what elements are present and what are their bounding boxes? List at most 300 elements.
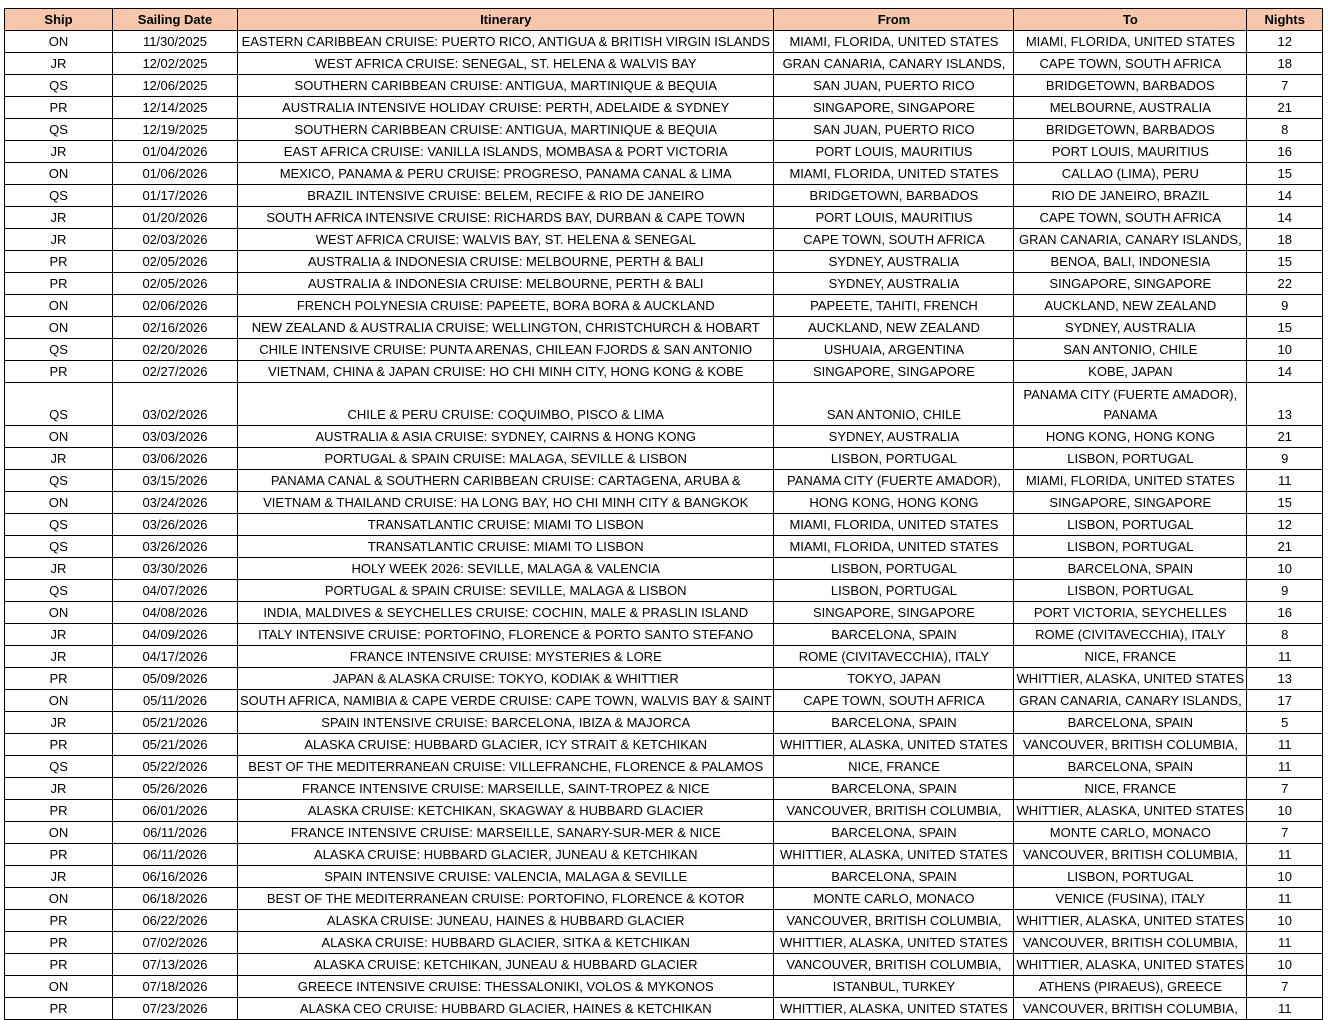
cell-from[interactable]: CAPE TOWN, SOUTH AFRICA	[774, 229, 1014, 251]
cell-from[interactable]: GRAN CANARIA, CANARY ISLANDS,	[774, 53, 1014, 75]
cell-itinerary[interactable]: PORTUGAL & SPAIN CRUISE: SEVILLE, MALAGA & LISBON	[238, 580, 774, 602]
table-row	[5, 668, 1323, 690]
table-row	[5, 361, 1323, 383]
cell-ship[interactable]: ON	[5, 602, 113, 624]
cell-ship[interactable]: PR	[5, 97, 113, 119]
table-row	[5, 646, 1323, 668]
cell-nights[interactable]: 7	[1247, 822, 1323, 844]
cell-ship[interactable]: QS	[5, 470, 113, 492]
cell-nights[interactable]: 10	[1247, 910, 1323, 932]
cell-itinerary[interactable]: TRANSATLANTIC CRUISE: MIAMI TO LISBON	[238, 536, 774, 558]
cell-nights[interactable]: 9	[1247, 580, 1323, 602]
cell-sailing-date[interactable]: 03/15/2026	[113, 470, 238, 492]
cell-sailing-date[interactable]: 11/30/2025	[113, 31, 238, 53]
cell-ship[interactable]: JR	[5, 229, 113, 251]
cell-to[interactable]: LISBON, PORTUGAL	[1014, 580, 1247, 602]
cell-ship[interactable]: JR	[5, 646, 113, 668]
table-row	[5, 800, 1323, 822]
cell-to[interactable]: WHITTIER, ALASKA, UNITED STATES	[1014, 954, 1247, 976]
cell-from[interactable]: BARCELONA, SPAIN	[774, 624, 1014, 646]
cell-nights[interactable]: 13	[1247, 383, 1323, 426]
cell-itinerary[interactable]: ALASKA CRUISE: KETCHIKAN, SKAGWAY & HUBBARD GLACIER	[238, 800, 774, 822]
cell-sailing-date[interactable]: 02/05/2026	[113, 251, 238, 273]
cell-ship[interactable]: ON	[5, 690, 113, 712]
cell-nights[interactable]: 7	[1247, 75, 1323, 97]
cell-sailing-date[interactable]: 03/02/2026	[113, 383, 238, 426]
table-row	[5, 119, 1323, 141]
cell-sailing-date[interactable]: 04/08/2026	[113, 602, 238, 624]
table-row	[5, 141, 1323, 163]
cell-from[interactable]: CAPE TOWN, SOUTH AFRICA	[774, 690, 1014, 712]
cell-itinerary[interactable]: BEST OF THE MEDITERRANEAN CRUISE: VILLEFRANCHE, FLORENCE & PALAMOS	[238, 756, 774, 778]
cell-nights[interactable]: 13	[1247, 668, 1323, 690]
cell-to[interactable]: BARCELONA, SPAIN	[1014, 558, 1247, 580]
cell-itinerary[interactable]: ALASKA CRUISE: HUBBARD GLACIER, JUNEAU & KETCHIKAN	[238, 844, 774, 866]
cell-sailing-date[interactable]: 06/11/2026	[113, 844, 238, 866]
cell-ship[interactable]: ON	[5, 822, 113, 844]
cell-itinerary[interactable]: CHILE & PERU CRUISE: COQUIMBO, PISCO & LIMA	[238, 383, 774, 426]
cell-sailing-date[interactable]: 03/26/2026	[113, 514, 238, 536]
cell-from[interactable]: VANCOUVER, BRITISH COLUMBIA,	[774, 910, 1014, 932]
cell-nights[interactable]: 11	[1247, 998, 1323, 1020]
header-to[interactable]: To	[1014, 9, 1247, 31]
cell-sailing-date[interactable]: 06/11/2026	[113, 822, 238, 844]
table-row	[5, 536, 1323, 558]
cell-from[interactable]: WHITTIER, ALASKA, UNITED STATES	[774, 734, 1014, 756]
cell-nights[interactable]: 18	[1247, 53, 1323, 75]
cell-from[interactable]: SAN JUAN, PUERTO RICO	[774, 75, 1014, 97]
cell-ship[interactable]: QS	[5, 185, 113, 207]
cell-nights[interactable]: 10	[1247, 339, 1323, 361]
cell-sailing-date[interactable]: 05/09/2026	[113, 668, 238, 690]
cell-ship[interactable]: PR	[5, 251, 113, 273]
cell-to[interactable]: CAPE TOWN, SOUTH AFRICA	[1014, 53, 1247, 75]
cell-sailing-date[interactable]: 01/06/2026	[113, 163, 238, 185]
cell-from[interactable]: SINGAPORE, SINGAPORE	[774, 602, 1014, 624]
cell-nights[interactable]: 11	[1247, 470, 1323, 492]
cell-ship[interactable]: PR	[5, 734, 113, 756]
cell-sailing-date[interactable]: 01/17/2026	[113, 185, 238, 207]
cell-ship[interactable]: PR	[5, 668, 113, 690]
cell-nights[interactable]: 11	[1247, 646, 1323, 668]
cell-ship[interactable]: QS	[5, 514, 113, 536]
cell-ship[interactable]: JR	[5, 141, 113, 163]
cell-ship[interactable]: ON	[5, 31, 113, 53]
cell-ship[interactable]: ON	[5, 163, 113, 185]
cell-nights[interactable]: 15	[1247, 163, 1323, 185]
cell-sailing-date[interactable]: 06/01/2026	[113, 800, 238, 822]
cell-nights[interactable]: 14	[1247, 185, 1323, 207]
cell-to[interactable]: CAPE TOWN, SOUTH AFRICA	[1014, 207, 1247, 229]
cell-from[interactable]: AUCKLAND, NEW ZEALAND	[774, 317, 1014, 339]
cell-to[interactable]: RIO DE JANEIRO, BRAZIL	[1014, 185, 1247, 207]
cell-from[interactable]: ROME (CIVITAVECCHIA), ITALY	[774, 646, 1014, 668]
cell-ship[interactable]: ON	[5, 492, 113, 514]
cell-to[interactable]: GRAN CANARIA, CANARY ISLANDS,	[1014, 690, 1247, 712]
cell-ship[interactable]: QS	[5, 383, 113, 426]
cell-from[interactable]: BARCELONA, SPAIN	[774, 712, 1014, 734]
table-row	[5, 976, 1323, 998]
cell-to[interactable]: SINGAPORE, SINGAPORE	[1014, 492, 1247, 514]
cell-to[interactable]: BARCELONA, SPAIN	[1014, 756, 1247, 778]
cell-itinerary[interactable]: TRANSATLANTIC CRUISE: MIAMI TO LISBON	[238, 514, 774, 536]
cell-from[interactable]: SINGAPORE, SINGAPORE	[774, 361, 1014, 383]
cell-itinerary[interactable]: SOUTHERN CARIBBEAN CRUISE: ANTIGUA, MARTINIQUE & BEQUIA	[238, 119, 774, 141]
cell-itinerary[interactable]: SPAIN INTENSIVE CRUISE: BARCELONA, IBIZA & MAJORCA	[238, 712, 774, 734]
cell-sailing-date[interactable]: 01/20/2026	[113, 207, 238, 229]
cell-itinerary[interactable]: CHILE INTENSIVE CRUISE: PUNTA ARENAS, CHILEAN FJORDS & SAN ANTONIO	[238, 339, 774, 361]
cell-sailing-date[interactable]: 03/30/2026	[113, 558, 238, 580]
cell-to[interactable]: MONTE CARLO, MONACO	[1014, 822, 1247, 844]
cell-sailing-date[interactable]: 06/22/2026	[113, 910, 238, 932]
cell-to[interactable]: PORT VICTORIA, SEYCHELLES	[1014, 602, 1247, 624]
cell-sailing-date[interactable]: 12/06/2025	[113, 75, 238, 97]
table-row	[5, 954, 1323, 976]
cell-nights[interactable]: 15	[1247, 492, 1323, 514]
header-row	[5, 9, 1323, 31]
cell-itinerary[interactable]: ALASKA CRUISE: KETCHIKAN, JUNEAU & HUBBARD GLACIER	[238, 954, 774, 976]
cell-to[interactable]: LISBON, PORTUGAL	[1014, 514, 1247, 536]
table-row	[5, 602, 1323, 624]
cell-from[interactable]: ISTANBUL, TURKEY	[774, 976, 1014, 998]
cell-ship[interactable]: JR	[5, 53, 113, 75]
cell-from[interactable]: SAN ANTONIO, CHILE	[774, 383, 1014, 426]
cell-from[interactable]: BARCELONA, SPAIN	[774, 866, 1014, 888]
cell-itinerary[interactable]: WEST AFRICA CRUISE: SENEGAL, ST. HELENA & WALVIS BAY	[238, 53, 774, 75]
cell-itinerary[interactable]: BEST OF THE MEDITERRANEAN CRUISE: PORTOFINO, FLORENCE & KOTOR	[238, 888, 774, 910]
cell-nights[interactable]: 9	[1247, 295, 1323, 317]
cell-sailing-date[interactable]: 04/07/2026	[113, 580, 238, 602]
cell-to[interactable]: LISBON, PORTUGAL	[1014, 866, 1247, 888]
cell-from[interactable]: USHUAIA, ARGENTINA	[774, 339, 1014, 361]
cell-to[interactable]: CALLAO (LIMA), PERU	[1014, 163, 1247, 185]
cell-ship[interactable]: JR	[5, 448, 113, 470]
cell-itinerary[interactable]: JAPAN & ALASKA CRUISE: TOKYO, KODIAK & WHITTIER	[238, 668, 774, 690]
cell-itinerary[interactable]: MEXICO, PANAMA & PERU CRUISE: PROGRESO, PANAMA CANAL & LIMA	[238, 163, 774, 185]
cell-to[interactable]: WHITTIER, ALASKA, UNITED STATES	[1014, 668, 1247, 690]
cell-nights[interactable]: 11	[1247, 756, 1323, 778]
cell-sailing-date[interactable]: 05/22/2026	[113, 756, 238, 778]
cell-to[interactable]: KOBE, JAPAN	[1014, 361, 1247, 383]
cell-ship[interactable]: PR	[5, 844, 113, 866]
cell-nights[interactable]: 11	[1247, 734, 1323, 756]
table-row	[5, 822, 1323, 844]
cell-nights[interactable]: 8	[1247, 119, 1323, 141]
cell-nights[interactable]: 18	[1247, 229, 1323, 251]
cell-sailing-date[interactable]: 07/23/2026	[113, 998, 238, 1020]
cell-sailing-date[interactable]: 12/02/2025	[113, 53, 238, 75]
cell-to[interactable]: VANCOUVER, BRITISH COLUMBIA,	[1014, 998, 1247, 1020]
table-row	[5, 712, 1323, 734]
cell-to[interactable]: SAN ANTONIO, CHILE	[1014, 339, 1247, 361]
cell-itinerary[interactable]: GREECE INTENSIVE CRUISE: THESSALONIKI, VOLOS & MYKONOS	[238, 976, 774, 998]
cell-nights[interactable]: 21	[1247, 97, 1323, 119]
header-from[interactable]: From	[774, 9, 1014, 31]
cell-from[interactable]: PORT LOUIS, MAURITIUS	[774, 207, 1014, 229]
cell-from[interactable]: BARCELONA, SPAIN	[774, 778, 1014, 800]
cell-to[interactable]: BARCELONA, SPAIN	[1014, 712, 1247, 734]
cell-ship[interactable]: QS	[5, 119, 113, 141]
cell-from[interactable]: LISBON, PORTUGAL	[774, 448, 1014, 470]
table-row	[5, 53, 1323, 75]
table-row	[5, 690, 1323, 712]
cell-ship[interactable]: ON	[5, 976, 113, 998]
cell-to[interactable]: LISBON, PORTUGAL	[1014, 448, 1247, 470]
cell-to[interactable]: WHITTIER, ALASKA, UNITED STATES	[1014, 800, 1247, 822]
table-row	[5, 998, 1323, 1020]
cell-itinerary[interactable]: ALASKA CRUISE: HUBBARD GLACIER, ICY STRAIT & KETCHIKAN	[238, 734, 774, 756]
cell-to[interactable]: BENOA, BALI, INDONESIA	[1014, 251, 1247, 273]
cell-from[interactable]: WHITTIER, ALASKA, UNITED STATES	[774, 844, 1014, 866]
table-row	[5, 185, 1323, 207]
cell-to[interactable]: MIAMI, FLORIDA, UNITED STATES	[1014, 470, 1247, 492]
cell-to[interactable]: BRIDGETOWN, BARBADOS	[1014, 75, 1247, 97]
cell-to[interactable]: ATHENS (PIRAEUS), GREECE	[1014, 976, 1247, 998]
cell-nights[interactable]: 11	[1247, 844, 1323, 866]
cell-from[interactable]: PAPEETE, TAHITI, FRENCH	[774, 295, 1014, 317]
table-row	[5, 273, 1323, 295]
table-row	[5, 932, 1323, 954]
cell-nights[interactable]: 10	[1247, 954, 1323, 976]
cell-itinerary[interactable]: EAST AFRICA CRUISE: VANILLA ISLANDS, MOMBASA & PORT VICTORIA	[238, 141, 774, 163]
cell-nights[interactable]: 10	[1247, 866, 1323, 888]
cell-sailing-date[interactable]: 07/13/2026	[113, 954, 238, 976]
cell-from[interactable]: MONTE CARLO, MONACO	[774, 888, 1014, 910]
cell-to[interactable]: MELBOURNE, AUSTRALIA	[1014, 97, 1247, 119]
cell-ship[interactable]: ON	[5, 295, 113, 317]
cell-ship[interactable]: QS	[5, 756, 113, 778]
table-row	[5, 383, 1323, 426]
cell-from[interactable]: MIAMI, FLORIDA, UNITED STATES	[774, 163, 1014, 185]
cell-from[interactable]: LISBON, PORTUGAL	[774, 558, 1014, 580]
cell-itinerary[interactable]: INDIA, MALDIVES & SEYCHELLES CRUISE: COCHIN, MALE & PRASLIN ISLAND	[238, 602, 774, 624]
cell-ship[interactable]: QS	[5, 75, 113, 97]
cell-nights[interactable]: 5	[1247, 712, 1323, 734]
cell-ship[interactable]: JR	[5, 866, 113, 888]
cell-from[interactable]: SINGAPORE, SINGAPORE	[774, 97, 1014, 119]
cell-itinerary[interactable]: AUSTRALIA & ASIA CRUISE: SYDNEY, CAIRNS & HONG KONG	[238, 426, 774, 448]
cell-to[interactable]: PORT LOUIS, MAURITIUS	[1014, 141, 1247, 163]
cell-sailing-date[interactable]: 12/14/2025	[113, 97, 238, 119]
cell-nights[interactable]: 22	[1247, 273, 1323, 295]
cell-nights[interactable]: 14	[1247, 207, 1323, 229]
cell-itinerary[interactable]: WEST AFRICA CRUISE: WALVIS BAY, ST. HELENA & SENEGAL	[238, 229, 774, 251]
cell-itinerary[interactable]: AUSTRALIA & INDONESIA CRUISE: MELBOURNE, PERTH & BALI	[238, 273, 774, 295]
table-row	[5, 339, 1323, 361]
cell-ship[interactable]: PR	[5, 954, 113, 976]
cell-from[interactable]: MIAMI, FLORIDA, UNITED STATES	[774, 536, 1014, 558]
cell-ship[interactable]: PR	[5, 800, 113, 822]
cell-itinerary[interactable]: BRAZIL INTENSIVE CRUISE: BELEM, RECIFE & RIO DE JANEIRO	[238, 185, 774, 207]
cell-ship[interactable]: PR	[5, 273, 113, 295]
cell-sailing-date[interactable]: 02/05/2026	[113, 273, 238, 295]
cell-to[interactable]: VANCOUVER, BRITISH COLUMBIA,	[1014, 734, 1247, 756]
table-row	[5, 251, 1323, 273]
cell-nights[interactable]: 9	[1247, 448, 1323, 470]
cell-nights[interactable]: 8	[1247, 624, 1323, 646]
cell-from[interactable]: BRIDGETOWN, BARBADOS	[774, 185, 1014, 207]
cell-nights[interactable]: 7	[1247, 778, 1323, 800]
cell-sailing-date[interactable]: 06/18/2026	[113, 888, 238, 910]
cell-sailing-date[interactable]: 12/19/2025	[113, 119, 238, 141]
cell-itinerary[interactable]: HOLY WEEK 2026: SEVILLE, MALAGA & VALENCIA	[238, 558, 774, 580]
cell-sailing-date[interactable]: 03/26/2026	[113, 536, 238, 558]
table-row	[5, 756, 1323, 778]
cell-from[interactable]: SYDNEY, AUSTRALIA	[774, 251, 1014, 273]
cell-from[interactable]: WHITTIER, ALASKA, UNITED STATES	[774, 932, 1014, 954]
cell-itinerary[interactable]: FRENCH POLYNESIA CRUISE: PAPEETE, BORA BORA & AUCKLAND	[238, 295, 774, 317]
cell-ship[interactable]: ON	[5, 888, 113, 910]
cell-itinerary[interactable]: SOUTH AFRICA, NAMIBIA & CAPE VERDE CRUISE: CAPE TOWN, WALVIS BAY & SAINT	[238, 690, 774, 712]
cell-sailing-date[interactable]: 03/24/2026	[113, 492, 238, 514]
cell-from[interactable]: SYDNEY, AUSTRALIA	[774, 426, 1014, 448]
cell-ship[interactable]: JR	[5, 712, 113, 734]
cell-sailing-date[interactable]: 04/09/2026	[113, 624, 238, 646]
header-sailing-date[interactable]: Sailing Date	[113, 9, 238, 31]
cell-sailing-date[interactable]: 02/27/2026	[113, 361, 238, 383]
cell-sailing-date[interactable]: 05/11/2026	[113, 690, 238, 712]
cell-ship[interactable]: PR	[5, 910, 113, 932]
cell-to[interactable]: LISBON, PORTUGAL	[1014, 536, 1247, 558]
cell-nights[interactable]: 11	[1247, 932, 1323, 954]
cell-to[interactable]: WHITTIER, ALASKA, UNITED STATES	[1014, 910, 1247, 932]
cell-ship[interactable]: QS	[5, 536, 113, 558]
cell-to[interactable]: BRIDGETOWN, BARBADOS	[1014, 119, 1247, 141]
cell-sailing-date[interactable]: 05/21/2026	[113, 734, 238, 756]
table-row	[5, 163, 1323, 185]
cell-sailing-date[interactable]: 06/16/2026	[113, 866, 238, 888]
cell-ship[interactable]: ON	[5, 317, 113, 339]
cell-itinerary[interactable]: SOUTHERN CARIBBEAN CRUISE: ANTIGUA, MARTINIQUE & BEQUIA	[238, 75, 774, 97]
cell-nights[interactable]: 21	[1247, 426, 1323, 448]
cell-itinerary[interactable]: VIETNAM, CHINA & JAPAN CRUISE: HO CHI MINH CITY, HONG KONG & KOBE	[238, 361, 774, 383]
cell-sailing-date[interactable]: 01/04/2026	[113, 141, 238, 163]
cell-ship[interactable]: ON	[5, 426, 113, 448]
cell-nights[interactable]: 14	[1247, 361, 1323, 383]
cell-itinerary[interactable]: PANAMA CANAL & SOUTHERN CARIBBEAN CRUISE: CARTAGENA, ARUBA &	[238, 470, 774, 492]
cell-ship[interactable]: PR	[5, 998, 113, 1020]
cell-nights[interactable]: 7	[1247, 976, 1323, 998]
cell-itinerary[interactable]: EASTERN CARIBBEAN CRUISE: PUERTO RICO, ANTIGUA & BRITISH VIRGIN ISLANDS	[238, 31, 774, 53]
cell-sailing-date[interactable]: 02/03/2026	[113, 229, 238, 251]
cell-sailing-date[interactable]: 03/06/2026	[113, 448, 238, 470]
cell-from[interactable]: HONG KONG, HONG KONG	[774, 492, 1014, 514]
cell-nights[interactable]: 10	[1247, 558, 1323, 580]
cell-ship[interactable]: JR	[5, 778, 113, 800]
cell-nights[interactable]: 12	[1247, 514, 1323, 536]
cell-from[interactable]: PANAMA CITY (FUERTE AMADOR),	[774, 470, 1014, 492]
cell-nights[interactable]: 15	[1247, 251, 1323, 273]
cell-sailing-date[interactable]: 07/02/2026	[113, 932, 238, 954]
cell-to[interactable]: GRAN CANARIA, CANARY ISLANDS,	[1014, 229, 1247, 251]
cell-sailing-date[interactable]: 02/16/2026	[113, 317, 238, 339]
cell-from[interactable]: NICE, FRANCE	[774, 756, 1014, 778]
cell-to[interactable]: SINGAPORE, SINGAPORE	[1014, 273, 1247, 295]
cell-ship[interactable]: PR	[5, 361, 113, 383]
cell-itinerary[interactable]: FRANCE INTENSIVE CRUISE: MARSEILLE, SAINT-TROPEZ & NICE	[238, 778, 774, 800]
cell-itinerary[interactable]: ITALY INTENSIVE CRUISE: PORTOFINO, FLORENCE & PORTO SANTO STEFANO	[238, 624, 774, 646]
cell-to[interactable]: AUCKLAND, NEW ZEALAND	[1014, 295, 1247, 317]
table-row	[5, 207, 1323, 229]
cell-ship[interactable]: JR	[5, 207, 113, 229]
cell-to[interactable]: SYDNEY, AUSTRALIA	[1014, 317, 1247, 339]
cell-nights[interactable]: 16	[1247, 602, 1323, 624]
cell-itinerary[interactable]: NEW ZEALAND & AUSTRALIA CRUISE: WELLINGTON, CHRISTCHURCH & HOBART	[238, 317, 774, 339]
cell-to[interactable]: VANCOUVER, BRITISH COLUMBIA,	[1014, 844, 1247, 866]
cell-ship[interactable]: JR	[5, 624, 113, 646]
cell-to[interactable]: VENICE (FUSINA), ITALY	[1014, 888, 1247, 910]
cell-sailing-date[interactable]: 02/20/2026	[113, 339, 238, 361]
cell-from[interactable]: LISBON, PORTUGAL	[774, 580, 1014, 602]
cell-to[interactable]: VANCOUVER, BRITISH COLUMBIA,	[1014, 932, 1247, 954]
header-nights[interactable]: Nights	[1247, 9, 1323, 31]
table-row	[5, 229, 1323, 251]
cell-from[interactable]: BARCELONA, SPAIN	[774, 822, 1014, 844]
cell-itinerary[interactable]: FRANCE INTENSIVE CRUISE: MYSTERIES & LORE	[238, 646, 774, 668]
cell-from[interactable]: SAN JUAN, PUERTO RICO	[774, 119, 1014, 141]
header-ship[interactable]: Ship	[5, 9, 113, 31]
cell-itinerary[interactable]: FRANCE INTENSIVE CRUISE: MARSEILLE, SANARY-SUR-MER & NICE	[238, 822, 774, 844]
cell-from[interactable]: MIAMI, FLORIDA, UNITED STATES	[774, 514, 1014, 536]
cell-text: PANAMA CITY (FUERTE AMADOR), PANAMA	[1023, 387, 1238, 422]
cell-to[interactable]: ROME (CIVITAVECCHIA), ITALY	[1014, 624, 1247, 646]
cell-nights[interactable]: 16	[1247, 141, 1323, 163]
cell-sailing-date[interactable]: 02/06/2026	[113, 295, 238, 317]
cell-itinerary[interactable]: ALASKA CRUISE: JUNEAU, HAINES & HUBBARD GLACIER	[238, 910, 774, 932]
cell-ship[interactable]: JR	[5, 558, 113, 580]
table-row	[5, 492, 1323, 514]
cell-from[interactable]: WHITTIER, ALASKA, UNITED STATES	[774, 998, 1014, 1020]
cell-itinerary[interactable]: SPAIN INTENSIVE CRUISE: VALENCIA, MALAGA & SEVILLE	[238, 866, 774, 888]
cell-itinerary[interactable]: ALASKA CRUISE: HUBBARD GLACIER, SITKA & KETCHIKAN	[238, 932, 774, 954]
cell-sailing-date[interactable]: 03/03/2026	[113, 426, 238, 448]
cell-from[interactable]: VANCOUVER, BRITISH COLUMBIA,	[774, 954, 1014, 976]
cell-sailing-date[interactable]: 07/18/2026	[113, 976, 238, 998]
cell-nights[interactable]: 15	[1247, 317, 1323, 339]
cell-nights[interactable]: 17	[1247, 690, 1323, 712]
header-itinerary[interactable]: Itinerary	[238, 9, 774, 31]
cell-itinerary[interactable]: VIETNAM & THAILAND CRUISE: HA LONG BAY, HO CHI MINH CITY & BANGKOK	[238, 492, 774, 514]
table-row	[5, 317, 1323, 339]
cell-to[interactable]: HONG KONG, HONG KONG	[1014, 426, 1247, 448]
cell-nights[interactable]: 21	[1247, 536, 1323, 558]
cell-from[interactable]: VANCOUVER, BRITISH COLUMBIA,	[774, 800, 1014, 822]
table-row	[5, 31, 1323, 53]
cell-from[interactable]: MIAMI, FLORIDA, UNITED STATES	[774, 31, 1014, 53]
cell-nights[interactable]: 10	[1247, 800, 1323, 822]
cell-ship[interactable]: QS	[5, 339, 113, 361]
cell-to[interactable]: NICE, FRANCE	[1014, 646, 1247, 668]
cell-to[interactable]: MIAMI, FLORIDA, UNITED STATES	[1014, 31, 1247, 53]
cell-nights[interactable]: 12	[1247, 31, 1323, 53]
cell-to[interactable]	[1014, 383, 1247, 426]
cell-from[interactable]: TOKYO, JAPAN	[774, 668, 1014, 690]
cell-itinerary[interactable]: SOUTH AFRICA INTENSIVE CRUISE: RICHARDS BAY, DURBAN & CAPE TOWN	[238, 207, 774, 229]
cell-itinerary[interactable]: ALASKA CEO CRUISE: HUBBARD GLACIER, HAINES & KETCHIKAN	[238, 998, 774, 1020]
cell-to[interactable]: NICE, FRANCE	[1014, 778, 1247, 800]
cell-itinerary[interactable]: AUSTRALIA & INDONESIA CRUISE: MELBOURNE, PERTH & BALI	[238, 251, 774, 273]
cell-ship[interactable]: PR	[5, 932, 113, 954]
cell-sailing-date[interactable]: 05/26/2026	[113, 778, 238, 800]
cell-from[interactable]: SYDNEY, AUSTRALIA	[774, 273, 1014, 295]
cell-itinerary[interactable]: PORTUGAL & SPAIN CRUISE: MALAGA, SEVILLE & LISBON	[238, 448, 774, 470]
cell-sailing-date[interactable]: 04/17/2026	[113, 646, 238, 668]
cell-ship[interactable]: QS	[5, 580, 113, 602]
cell-itinerary[interactable]: AUSTRALIA INTENSIVE HOLIDAY CRUISE: PERTH, ADELAIDE & SYDNEY	[238, 97, 774, 119]
cell-from[interactable]: PORT LOUIS, MAURITIUS	[774, 141, 1014, 163]
cell-sailing-date[interactable]: 05/21/2026	[113, 712, 238, 734]
cell-nights[interactable]: 11	[1247, 888, 1323, 910]
